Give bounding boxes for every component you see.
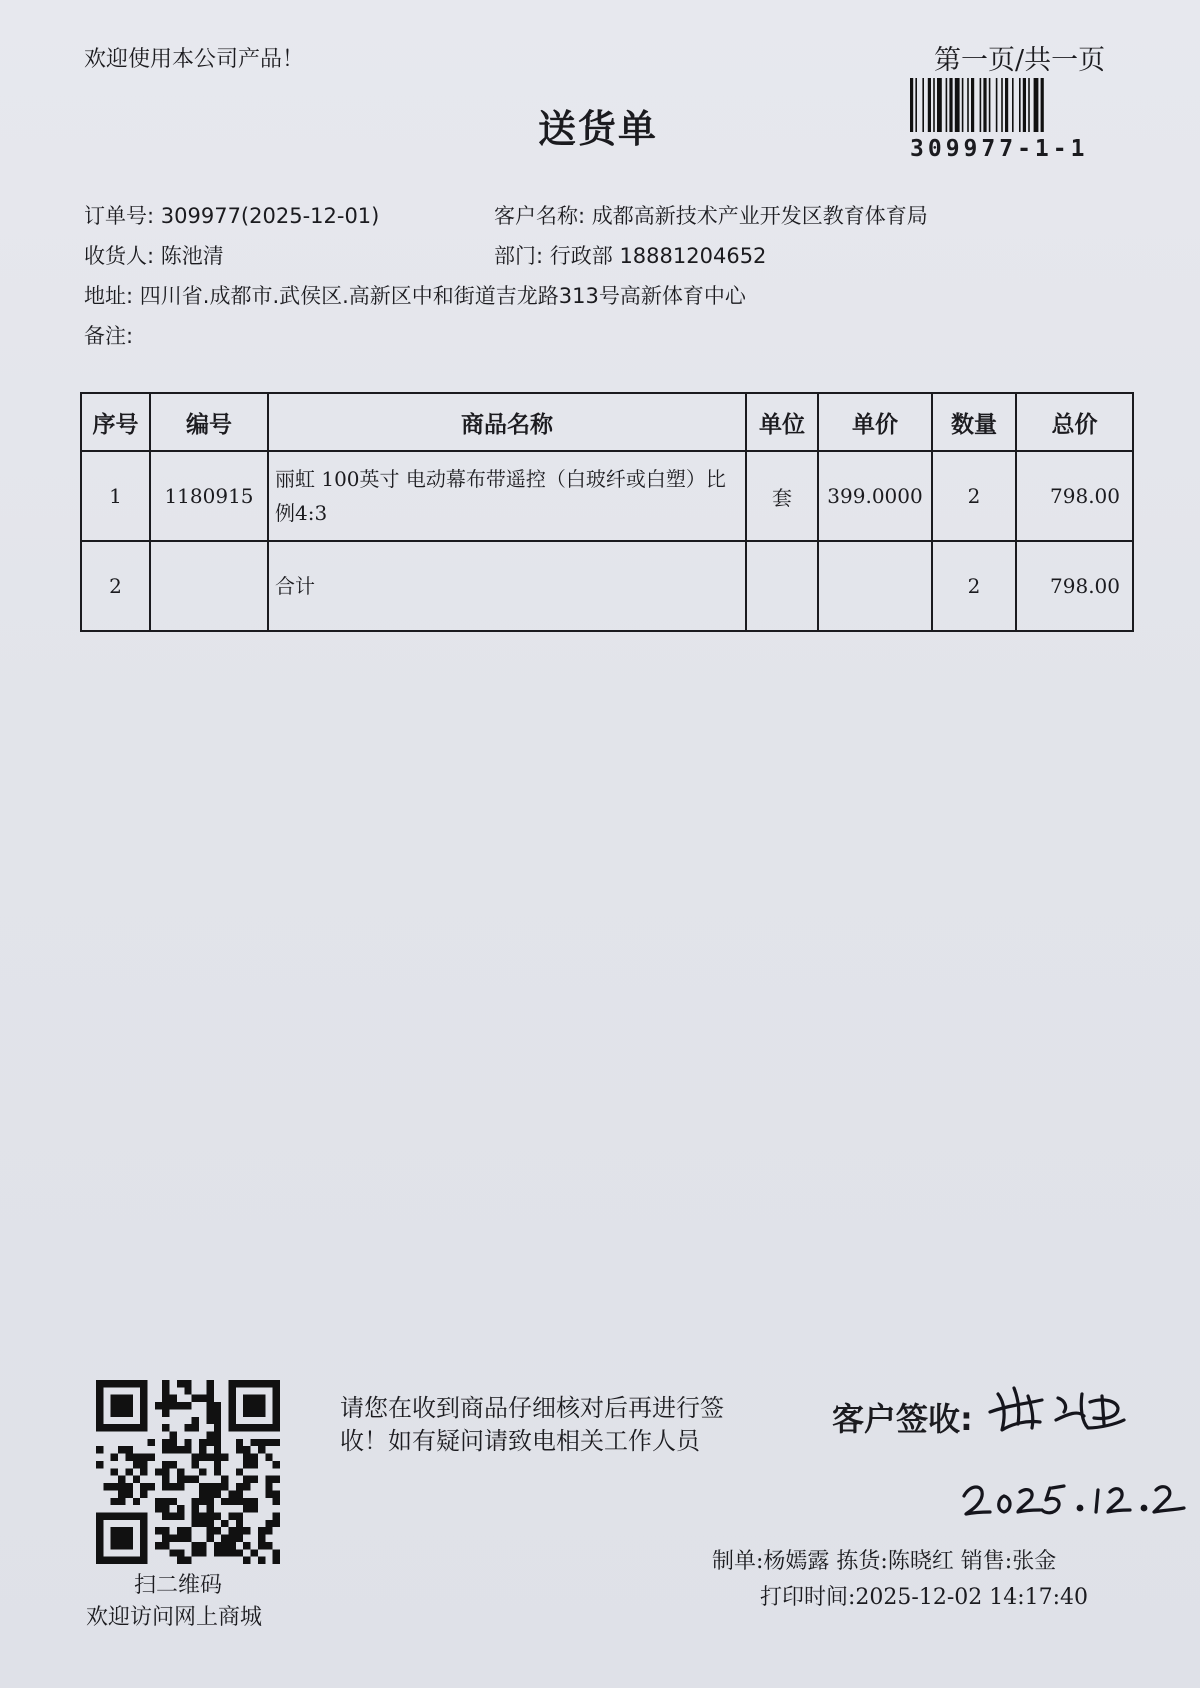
order-number <box>84 200 379 230</box>
qr-caption-scan: 扫二维码 <box>134 1573 223 1598</box>
cell-total: 798.00 <box>1016 541 1133 631</box>
header-name: 商品名称 <box>268 393 746 451</box>
qr-code-image <box>96 1380 280 1564</box>
barcode-image <box>908 78 1122 132</box>
header-qty: 数量 <box>932 393 1016 451</box>
barcode-number: 309977-1-1 <box>910 136 1089 162</box>
print-time: 打印时间:2025-12-02 14:17:40 <box>760 1585 1089 1610</box>
table-header-row <box>81 393 1133 451</box>
header-price: 单价 <box>818 393 932 451</box>
address <box>84 280 746 310</box>
signing-notice: 请您在收到商品仔细核对后再进行签收！如有疑问请致电相关工作人员 <box>340 1394 724 1455</box>
qr-caption-shop: 欢迎访问网上商城 <box>86 1605 263 1630</box>
customer-name <box>494 200 928 230</box>
customer-sign-label: 客户签收: <box>832 1400 973 1438</box>
order-number-label: 订单号: <box>84 204 155 228</box>
cell-seq: 2 <box>81 541 150 631</box>
header-seq: 序号 <box>81 393 150 451</box>
cell-seq: 1 <box>81 451 150 541</box>
cell-unit: 套 <box>746 451 818 541</box>
table-row-summary <box>81 541 1133 631</box>
welcome-text: 欢迎使用本公司产品！ <box>84 47 305 72</box>
receiver <box>84 240 224 270</box>
cell-unit <box>746 541 818 631</box>
header-unit: 单位 <box>746 393 818 451</box>
staff-line: 制单:杨嫣露 拣货:陈晓红 销售:张金 <box>712 1549 1057 1574</box>
customer-name-label: 客户名称: <box>494 204 586 228</box>
page-indicator: 第一页/共一页 <box>934 45 1106 76</box>
cell-qty: 2 <box>932 451 1016 541</box>
address-value: 四川省.成都市.武侯区.高新区中和街道吉龙路313号高新体育中心 <box>139 284 746 308</box>
cell-price <box>818 541 932 631</box>
receiver-label: 收货人: <box>84 244 155 268</box>
table-row <box>81 451 1133 541</box>
header-total: 总价 <box>1016 393 1133 451</box>
department <box>494 240 766 270</box>
goods-table <box>80 392 1134 632</box>
cell-name: 丽虹 100英寸 电动幕布带遥控（白玻纤或白塑）比例4:3 <box>268 451 746 541</box>
remark <box>84 320 133 350</box>
customer-name-value: 成都高新技术产业开发区教育体育局 <box>591 204 928 228</box>
address-label: 地址: <box>84 284 134 308</box>
cell-qty: 2 <box>932 541 1016 631</box>
cell-code: 1180915 <box>150 451 268 541</box>
department-value: 行政部 18881204652 <box>549 244 767 268</box>
receiver-value: 陈池清 <box>160 244 224 268</box>
handwritten-date <box>960 1462 1190 1532</box>
order-number-value: 309977(2025-12-01) <box>160 204 380 228</box>
cell-total: 798.00 <box>1016 451 1133 541</box>
remark-label: 备注: <box>84 324 134 348</box>
cell-code <box>150 541 268 631</box>
page-title: 送货单 <box>538 107 659 151</box>
handwritten-signature <box>984 1380 1134 1440</box>
department-label: 部门: <box>494 244 544 268</box>
cell-price: 399.0000 <box>818 451 932 541</box>
header-code: 编号 <box>150 393 268 451</box>
cell-name: 合计 <box>268 541 746 631</box>
